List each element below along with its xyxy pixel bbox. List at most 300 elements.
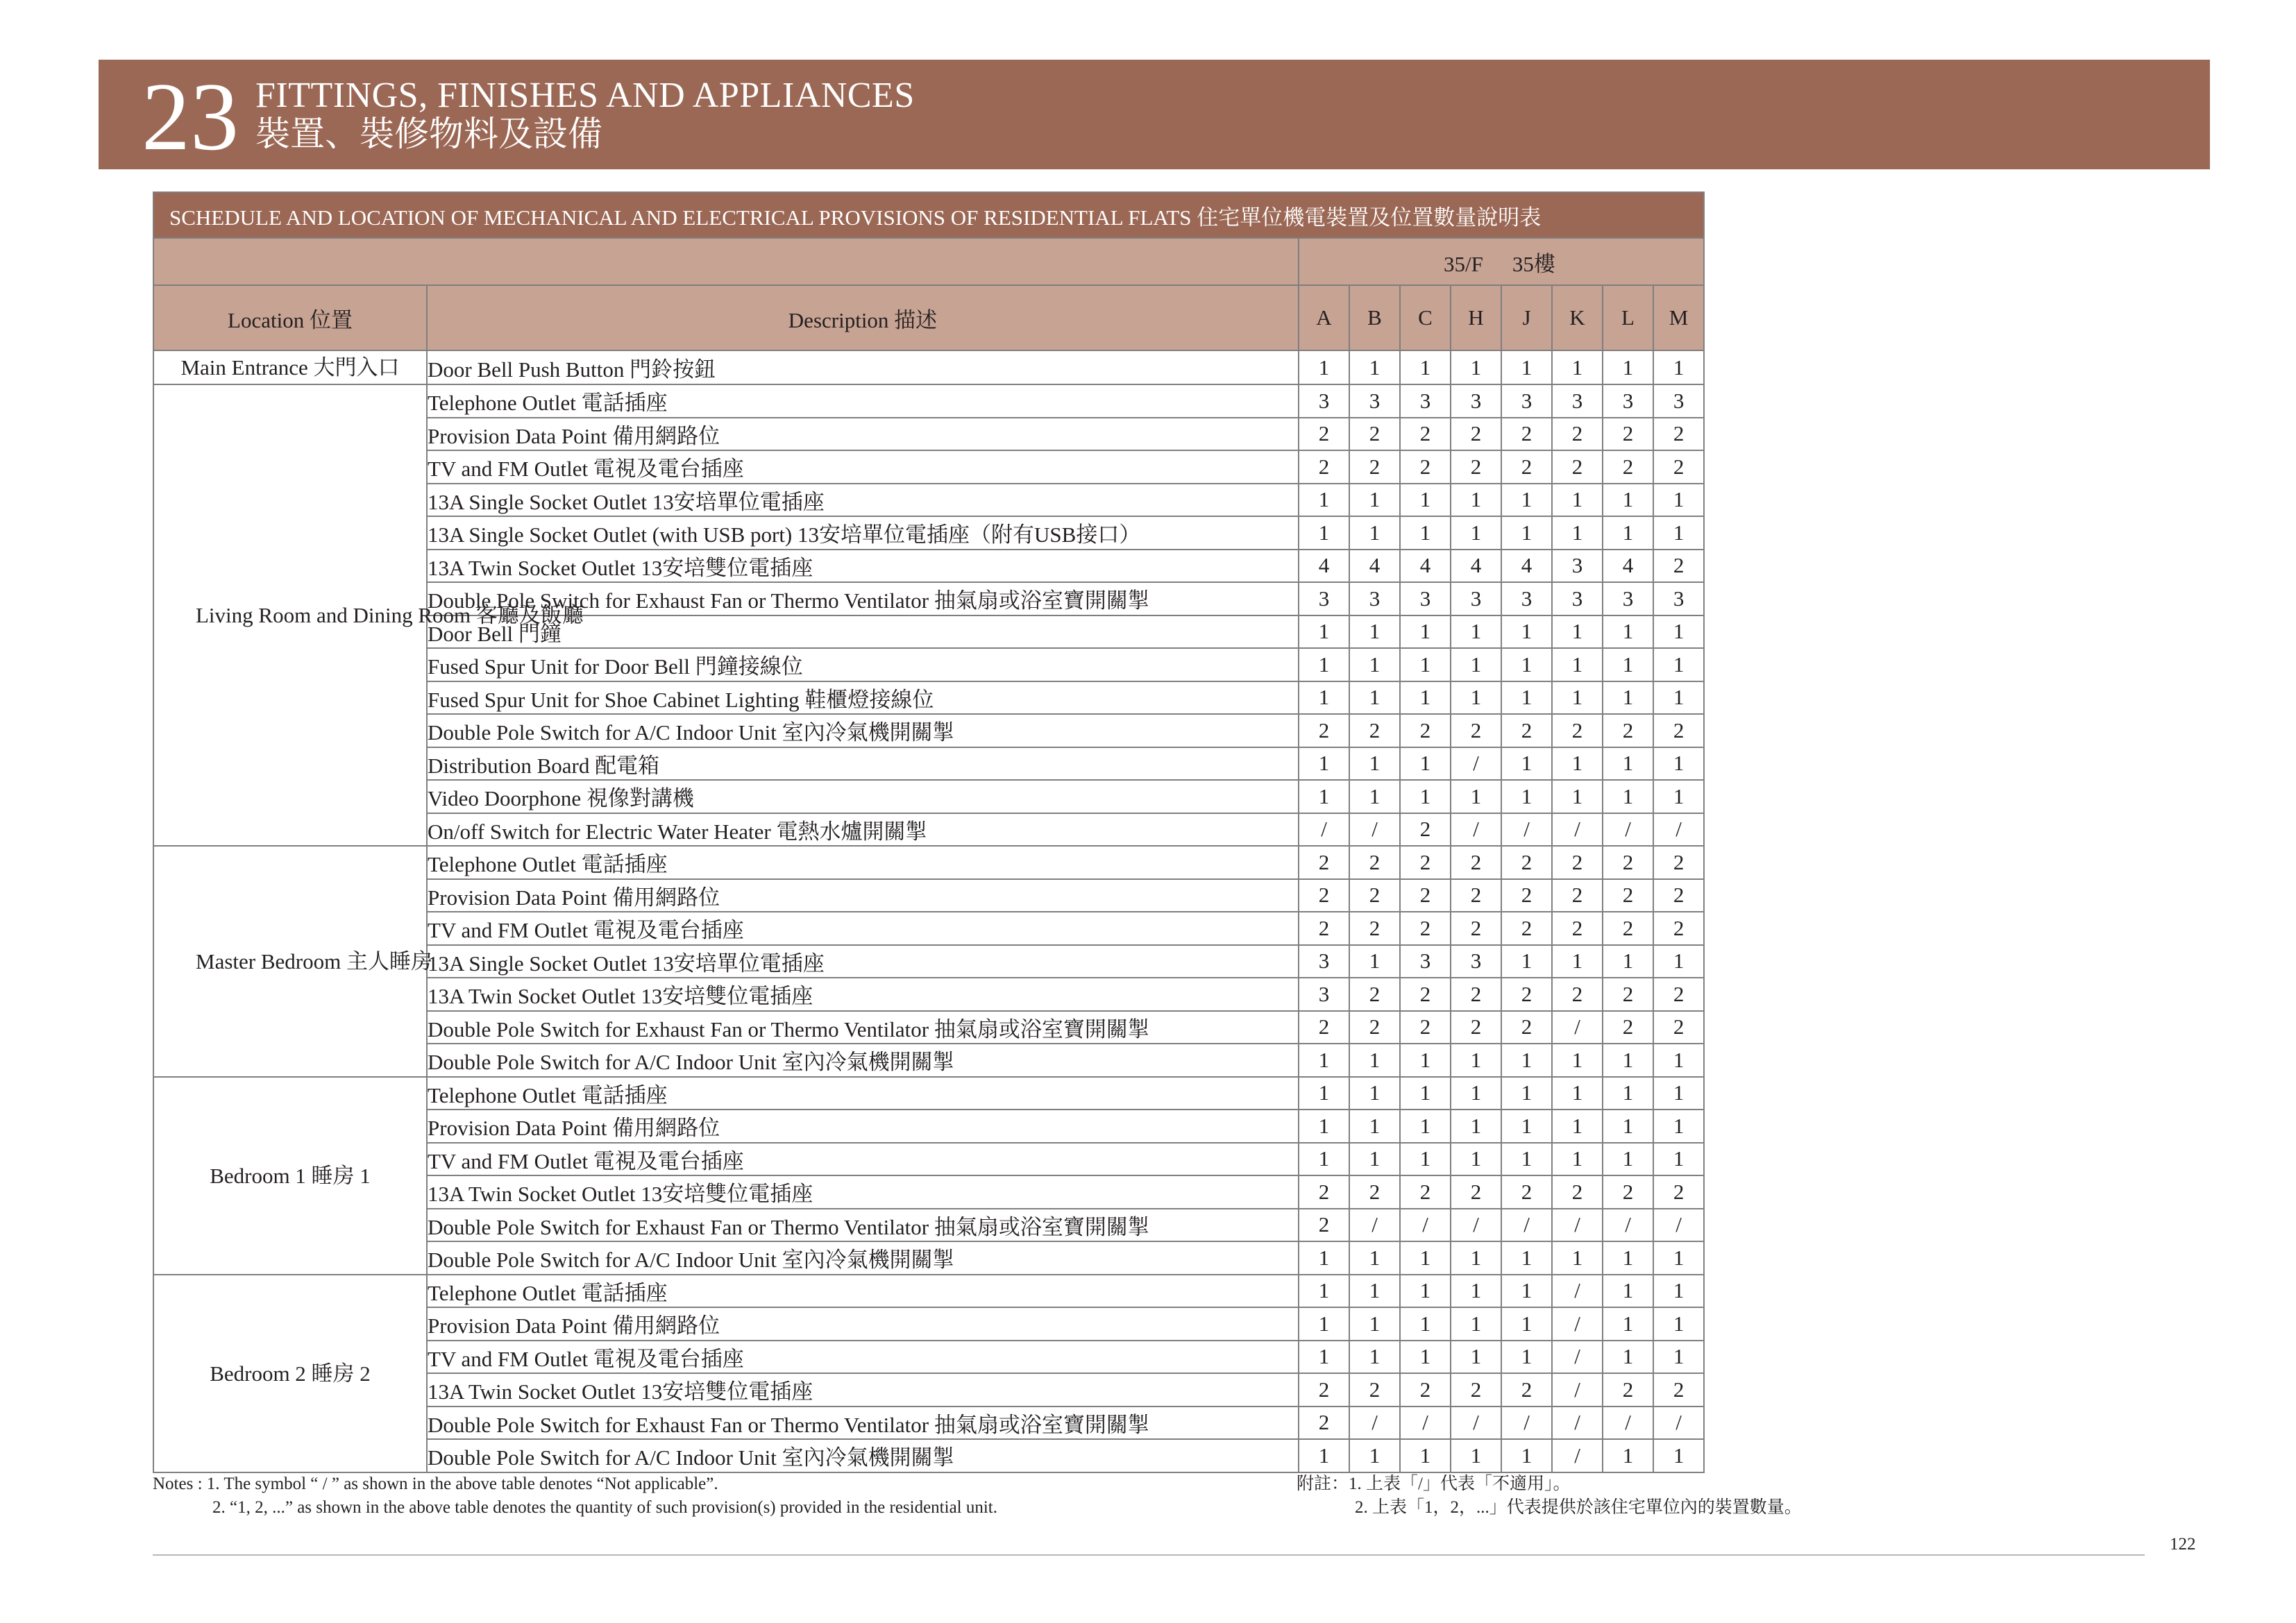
quantity-cell-h: 2 (1451, 1373, 1501, 1407)
description-cell: Double Pole Switch for Exhaust Fan or Thermo Ventilator 抽氣扇或浴室寶開關掣 (427, 582, 1299, 615)
quantity-cell-l: 1 (1603, 780, 1653, 813)
quantity-cell-h: 2 (1451, 912, 1501, 945)
unit-header-a: A (1299, 285, 1349, 350)
description-cell: Telephone Outlet 電話插座 (427, 846, 1299, 879)
quantity-cell-m: 2 (1653, 1011, 1704, 1044)
quantity-cell-l: 2 (1603, 1011, 1653, 1044)
section-title-en: FITTINGS, FINISHES AND APPLIANCES (255, 76, 915, 115)
description-cell: Double Pole Switch for A/C Indoor Unit 室內冷氣機開關掣 (427, 1439, 1299, 1472)
quantity-cell-b: 1 (1349, 350, 1400, 384)
quantity-cell-j: 1 (1501, 1241, 1552, 1275)
quantity-cell-j: 1 (1501, 1275, 1552, 1308)
quantity-cell-h: 3 (1451, 945, 1501, 978)
quantity-cell-m: 1 (1653, 516, 1704, 550)
table-row (153, 1077, 1704, 1110)
unit-header-m: M (1653, 285, 1704, 350)
location-cell: Living Room and Dining Room 客廳及飯廳 (153, 384, 427, 846)
quantity-cell-l: 2 (1603, 846, 1653, 879)
quantity-cell-h: 1 (1451, 1110, 1501, 1143)
quantity-cell-c: 2 (1400, 418, 1451, 451)
quantity-cell-h: / (1451, 747, 1501, 781)
quantity-cell-l: 2 (1603, 714, 1653, 747)
quantity-cell-l: 2 (1603, 978, 1653, 1011)
note-en-2: 2. “1, 2, ...” as shown in the above table denotes the quantity of such provision(s) provided in the residential unit. (212, 1498, 998, 1517)
quantity-cell-l: 2 (1603, 879, 1653, 912)
quantity-cell-j: / (1501, 1407, 1552, 1440)
quantity-cell-j: 2 (1501, 879, 1552, 912)
table-row (153, 350, 1704, 384)
quantity-cell-j: 1 (1501, 516, 1552, 550)
notes-chinese (1297, 1472, 1802, 1520)
note-zh-2: 2. 上表「1，2，...」代表提供於該住宅單位內的裝置數量。 (1355, 1498, 1802, 1517)
quantity-cell-k: / (1552, 813, 1603, 847)
note-zh-1: 附註：1. 上表「/」代表「不適用」。 (1297, 1475, 1571, 1493)
quantity-cell-j: 1 (1501, 1077, 1552, 1110)
quantity-cell-a: 3 (1299, 945, 1349, 978)
quantity-cell-l: 1 (1603, 1439, 1653, 1472)
quantity-cell-c: 2 (1400, 879, 1451, 912)
unit-header-k: K (1552, 285, 1603, 350)
quantity-cell-c: 1 (1400, 1044, 1451, 1077)
quantity-cell-a: 2 (1299, 1011, 1349, 1044)
quantity-cell-b: 2 (1349, 450, 1400, 484)
quantity-cell-k: / (1552, 1011, 1603, 1044)
quantity-cell-c: 1 (1400, 648, 1451, 681)
quantity-cell-m: 2 (1653, 450, 1704, 484)
description-cell: 13A Single Socket Outlet (with USB port) 13安培單位電插座（附有USB接口） (427, 516, 1299, 550)
quantity-cell-h: 1 (1451, 516, 1501, 550)
description-cell: Provision Data Point 備用網路位 (427, 879, 1299, 912)
description-cell: Provision Data Point 備用網路位 (427, 418, 1299, 451)
quantity-cell-b: 3 (1349, 384, 1400, 418)
quantity-cell-c: 1 (1400, 615, 1451, 649)
quantity-cell-k: / (1552, 1373, 1603, 1407)
quantity-cell-c: 2 (1400, 714, 1451, 747)
quantity-cell-m: 1 (1653, 780, 1704, 813)
quantity-cell-c: 1 (1400, 484, 1451, 517)
quantity-cell-c: 2 (1400, 846, 1451, 879)
quantity-cell-l: 1 (1603, 1341, 1653, 1374)
description-cell: 13A Single Socket Outlet 13安培單位電插座 (427, 945, 1299, 978)
quantity-cell-j: 1 (1501, 1143, 1552, 1176)
quantity-cell-b: 2 (1349, 714, 1400, 747)
quantity-cell-l: 1 (1603, 648, 1653, 681)
quantity-cell-j: 2 (1501, 912, 1552, 945)
quantity-cell-j: 2 (1501, 450, 1552, 484)
location-header: Location 位置 (153, 285, 427, 350)
quantity-cell-m: / (1653, 1209, 1704, 1242)
quantity-cell-b: 1 (1349, 1143, 1400, 1176)
quantity-cell-k: 1 (1552, 1143, 1603, 1176)
quantity-cell-l: 2 (1603, 1373, 1653, 1407)
quantity-cell-a: 2 (1299, 879, 1349, 912)
quantity-cell-h: 2 (1451, 714, 1501, 747)
quantity-cell-a: 1 (1299, 681, 1349, 715)
quantity-cell-c: 3 (1400, 945, 1451, 978)
quantity-cell-j: 1 (1501, 648, 1552, 681)
quantity-cell-c: 2 (1400, 1373, 1451, 1407)
section-banner (99, 60, 2210, 169)
quantity-cell-a: 1 (1299, 1044, 1349, 1077)
quantity-cell-b: 1 (1349, 681, 1400, 715)
quantity-cell-m: 1 (1653, 1044, 1704, 1077)
unit-header-j: J (1501, 285, 1552, 350)
quantity-cell-k: 1 (1552, 1077, 1603, 1110)
quantity-cell-k: 1 (1552, 615, 1603, 649)
description-cell: Double Pole Switch for A/C Indoor Unit 室內冷氣機開關掣 (427, 1241, 1299, 1275)
note-en-1: Notes : 1. The symbol “ / ” as shown in the above table denotes “Not applicable”. (153, 1475, 718, 1493)
quantity-cell-l: 1 (1603, 945, 1653, 978)
quantity-cell-m: 1 (1653, 1439, 1704, 1472)
quantity-cell-l: 1 (1603, 615, 1653, 649)
quantity-cell-h: / (1451, 813, 1501, 847)
quantity-cell-l: 1 (1603, 516, 1653, 550)
quantity-cell-k: / (1552, 1275, 1603, 1308)
description-cell: 13A Twin Socket Outlet 13安培雙位電插座 (427, 1175, 1299, 1209)
quantity-cell-m: 1 (1653, 1341, 1704, 1374)
quantity-cell-h: 1 (1451, 648, 1501, 681)
quantity-cell-b: 1 (1349, 484, 1400, 517)
quantity-cell-j: 2 (1501, 846, 1552, 879)
quantity-cell-j: 2 (1501, 714, 1552, 747)
description-cell: 13A Single Socket Outlet 13安培單位電插座 (427, 484, 1299, 517)
quantity-cell-m: / (1653, 1407, 1704, 1440)
quantity-cell-b: 1 (1349, 1275, 1400, 1308)
quantity-cell-a: 3 (1299, 582, 1349, 615)
quantity-cell-a: 2 (1299, 418, 1349, 451)
quantity-cell-a: 1 (1299, 1143, 1349, 1176)
quantity-cell-c: / (1400, 1407, 1451, 1440)
quantity-cell-b: / (1349, 1209, 1400, 1242)
quantity-cell-a: 1 (1299, 1241, 1349, 1275)
quantity-cell-k: 2 (1552, 714, 1603, 747)
quantity-cell-b: 1 (1349, 1044, 1400, 1077)
quantity-cell-b: 2 (1349, 879, 1400, 912)
quantity-cell-m: 1 (1653, 1143, 1704, 1176)
quantity-cell-b: 2 (1349, 1011, 1400, 1044)
quantity-cell-c: 1 (1400, 1143, 1451, 1176)
quantity-cell-l: 2 (1603, 418, 1653, 451)
quantity-cell-k: 3 (1552, 384, 1603, 418)
description-cell: Door Bell 門鐘 (427, 615, 1299, 649)
quantity-cell-k: 3 (1552, 582, 1603, 615)
floor-row-blank (153, 238, 1299, 285)
footer-rule (153, 1554, 2145, 1556)
quantity-cell-j: 1 (1501, 1341, 1552, 1374)
quantity-cell-m: 2 (1653, 846, 1704, 879)
quantity-cell-c: 2 (1400, 912, 1451, 945)
quantity-cell-j: 2 (1501, 1175, 1552, 1209)
description-cell: Double Pole Switch for A/C Indoor Unit 室內冷氣機開關掣 (427, 714, 1299, 747)
quantity-cell-b: / (1349, 1407, 1400, 1440)
quantity-cell-j: 3 (1501, 582, 1552, 615)
quantity-cell-c: 1 (1400, 350, 1451, 384)
quantity-cell-k: 2 (1552, 846, 1603, 879)
quantity-cell-a: 2 (1299, 1209, 1349, 1242)
quantity-cell-c: / (1400, 1209, 1451, 1242)
quantity-cell-l: 3 (1603, 384, 1653, 418)
quantity-cell-l: 1 (1603, 350, 1653, 384)
quantity-cell-k: / (1552, 1341, 1603, 1374)
page-number: 122 (2170, 1535, 2196, 1554)
quantity-cell-c: 1 (1400, 516, 1451, 550)
description-cell: 13A Twin Socket Outlet 13安培雙位電插座 (427, 550, 1299, 583)
quantity-cell-b: 1 (1349, 1307, 1400, 1341)
description-cell: Video Doorphone 視像對講機 (427, 780, 1299, 813)
quantity-cell-l: 1 (1603, 1143, 1653, 1176)
quantity-cell-m: 1 (1653, 484, 1704, 517)
quantity-cell-l: 1 (1603, 1044, 1653, 1077)
quantity-cell-k: / (1552, 1439, 1603, 1472)
quantity-cell-m: 1 (1653, 1077, 1704, 1110)
quantity-cell-l: 1 (1603, 1275, 1653, 1308)
quantity-cell-a: 2 (1299, 1175, 1349, 1209)
quantity-cell-h: 1 (1451, 1143, 1501, 1176)
quantity-cell-b: 1 (1349, 1439, 1400, 1472)
quantity-cell-m: 1 (1653, 1275, 1704, 1308)
quantity-cell-k: / (1552, 1407, 1603, 1440)
quantity-cell-a: 1 (1299, 747, 1349, 781)
quantity-cell-k: 1 (1552, 945, 1603, 978)
quantity-cell-a: 1 (1299, 1307, 1349, 1341)
quantity-cell-h: 2 (1451, 450, 1501, 484)
quantity-cell-j: / (1501, 1209, 1552, 1242)
quantity-cell-c: 1 (1400, 747, 1451, 781)
quantity-cell-h: 2 (1451, 1175, 1501, 1209)
quantity-cell-b: 1 (1349, 615, 1400, 649)
quantity-cell-j: 3 (1501, 384, 1552, 418)
quantity-cell-c: 1 (1400, 1077, 1451, 1110)
quantity-cell-b: 1 (1349, 1077, 1400, 1110)
quantity-cell-b: 1 (1349, 516, 1400, 550)
floor-label-en: 35/F (1444, 251, 1483, 276)
section-number: 23 (142, 63, 239, 171)
description-cell: Telephone Outlet 電話插座 (427, 384, 1299, 418)
quantity-cell-a: 1 (1299, 1439, 1349, 1472)
quantity-cell-j: 1 (1501, 615, 1552, 649)
quantity-cell-k: 1 (1552, 1044, 1603, 1077)
quantity-cell-m: 1 (1653, 648, 1704, 681)
description-cell: On/off Switch for Electric Water Heater 電熱水爐開關掣 (427, 813, 1299, 847)
quantity-cell-a: 2 (1299, 846, 1349, 879)
location-cell: Bedroom 1 睡房 1 (153, 1077, 427, 1275)
quantity-cell-a: 2 (1299, 1407, 1349, 1440)
quantity-cell-k: 1 (1552, 780, 1603, 813)
quantity-cell-k: 2 (1552, 978, 1603, 1011)
quantity-cell-m: 1 (1653, 1241, 1704, 1275)
quantity-cell-j: 2 (1501, 978, 1552, 1011)
quantity-cell-a: 2 (1299, 714, 1349, 747)
quantity-cell-h: 1 (1451, 350, 1501, 384)
quantity-cell-m: 2 (1653, 714, 1704, 747)
quantity-cell-l: / (1603, 1407, 1653, 1440)
quantity-cell-k: 2 (1552, 418, 1603, 451)
description-cell: Double Pole Switch for A/C Indoor Unit 室內冷氣機開關掣 (427, 1044, 1299, 1077)
description-cell: Telephone Outlet 電話插座 (427, 1275, 1299, 1308)
quantity-cell-k: / (1552, 1209, 1603, 1242)
quantity-cell-k: 2 (1552, 1175, 1603, 1209)
quantity-cell-c: 3 (1400, 384, 1451, 418)
quantity-cell-h: 2 (1451, 879, 1501, 912)
quantity-cell-k: 1 (1552, 350, 1603, 384)
quantity-cell-j: 1 (1501, 945, 1552, 978)
quantity-cell-c: 4 (1400, 550, 1451, 583)
quantity-cell-c: 2 (1400, 813, 1451, 847)
table-row (153, 384, 1704, 418)
quantity-cell-l: 1 (1603, 1307, 1653, 1341)
quantity-cell-k: 1 (1552, 681, 1603, 715)
quantity-cell-c: 3 (1400, 582, 1451, 615)
quantity-cell-a: 1 (1299, 1110, 1349, 1143)
description-cell: Double Pole Switch for Exhaust Fan or Thermo Ventilator 抽氣扇或浴室寶開關掣 (427, 1011, 1299, 1044)
quantity-cell-j: 4 (1501, 550, 1552, 583)
quantity-cell-h: 1 (1451, 1439, 1501, 1472)
quantity-cell-a: 1 (1299, 615, 1349, 649)
quantity-cell-l: 1 (1603, 1110, 1653, 1143)
quantity-cell-l: 1 (1603, 1077, 1653, 1110)
quantity-cell-c: 1 (1400, 1341, 1451, 1374)
quantity-cell-h: 2 (1451, 978, 1501, 1011)
quantity-cell-m: 2 (1653, 1373, 1704, 1407)
quantity-cell-j: 1 (1501, 681, 1552, 715)
quantity-cell-k: 1 (1552, 1110, 1603, 1143)
description-cell: 13A Twin Socket Outlet 13安培雙位電插座 (427, 1373, 1299, 1407)
description-cell: TV and FM Outlet 電視及電台插座 (427, 450, 1299, 484)
quantity-cell-c: 1 (1400, 1110, 1451, 1143)
quantity-cell-b: 1 (1349, 747, 1400, 781)
description-cell: TV and FM Outlet 電視及電台插座 (427, 1341, 1299, 1374)
description-cell: Fused Spur Unit for Shoe Cabinet Lighting 鞋櫃燈接線位 (427, 681, 1299, 715)
quantity-cell-a: 1 (1299, 1341, 1349, 1374)
quantity-cell-m: 1 (1653, 1307, 1704, 1341)
quantity-cell-c: 1 (1400, 1439, 1451, 1472)
table-row (153, 846, 1704, 879)
quantity-cell-h: 1 (1451, 1241, 1501, 1275)
quantity-cell-h: 1 (1451, 1077, 1501, 1110)
quantity-cell-h: 1 (1451, 780, 1501, 813)
quantity-cell-a: 3 (1299, 978, 1349, 1011)
quantity-cell-h: 1 (1451, 1275, 1501, 1308)
quantity-cell-m: 1 (1653, 1110, 1704, 1143)
quantity-cell-h: 4 (1451, 550, 1501, 583)
quantity-cell-b: 1 (1349, 648, 1400, 681)
quantity-cell-m: 1 (1653, 747, 1704, 781)
unit-header-b: B (1349, 285, 1400, 350)
unit-header-h: H (1451, 285, 1501, 350)
quantity-cell-a: 1 (1299, 350, 1349, 384)
quantity-cell-l: 2 (1603, 450, 1653, 484)
quantity-cell-a: 2 (1299, 450, 1349, 484)
location-cell: Master Bedroom 主人睡房 (153, 846, 427, 1077)
quantity-cell-h: 3 (1451, 384, 1501, 418)
quantity-cell-b: 2 (1349, 912, 1400, 945)
quantity-cell-c: 2 (1400, 450, 1451, 484)
quantity-cell-l: 1 (1603, 484, 1653, 517)
quantity-cell-a: 1 (1299, 648, 1349, 681)
quantity-cell-h: 1 (1451, 1307, 1501, 1341)
quantity-cell-m: 2 (1653, 879, 1704, 912)
description-cell: 13A Twin Socket Outlet 13安培雙位電插座 (427, 978, 1299, 1011)
floor-label-zh: 35樓 (1512, 251, 1555, 276)
quantity-cell-j: 1 (1501, 1110, 1552, 1143)
quantity-cell-c: 1 (1400, 1307, 1451, 1341)
quantity-cell-c: 2 (1400, 1175, 1451, 1209)
quantity-cell-a: / (1299, 813, 1349, 847)
section-title-zh: 裝置、裝修物料及設備 (255, 114, 602, 153)
provisions-table (153, 192, 1705, 1473)
quantity-cell-h: 2 (1451, 418, 1501, 451)
quantity-cell-c: 1 (1400, 780, 1451, 813)
quantity-cell-a: 2 (1299, 1373, 1349, 1407)
quantity-cell-h: 1 (1451, 1044, 1501, 1077)
quantity-cell-m: 2 (1653, 912, 1704, 945)
floor-header (1299, 238, 1704, 285)
quantity-cell-a: 4 (1299, 550, 1349, 583)
quantity-cell-c: 1 (1400, 681, 1451, 715)
quantity-cell-j: 1 (1501, 1044, 1552, 1077)
quantity-cell-c: 1 (1400, 1275, 1451, 1308)
quantity-cell-k: 3 (1552, 550, 1603, 583)
quantity-cell-c: 1 (1400, 1241, 1451, 1275)
quantity-cell-k: 1 (1552, 747, 1603, 781)
quantity-cell-b: 3 (1349, 582, 1400, 615)
quantity-cell-j: 1 (1501, 747, 1552, 781)
quantity-cell-a: 1 (1299, 484, 1349, 517)
quantity-cell-b: 1 (1349, 1110, 1400, 1143)
quantity-cell-a: 1 (1299, 780, 1349, 813)
quantity-cell-b: 4 (1349, 550, 1400, 583)
quantity-cell-a: 1 (1299, 1275, 1349, 1308)
quantity-cell-b: 2 (1349, 418, 1400, 451)
quantity-cell-b: 2 (1349, 1373, 1400, 1407)
quantity-cell-k: 1 (1552, 1241, 1603, 1275)
quantity-cell-m: 2 (1653, 550, 1704, 583)
quantity-cell-k: 2 (1552, 879, 1603, 912)
quantity-cell-m: 1 (1653, 681, 1704, 715)
table-title: SCHEDULE AND LOCATION OF MECHANICAL AND ELECTRICAL PROVISIONS OF RESIDENTIAL FLATS 住宅單位機電裝置及位置數量說明表 (153, 192, 1704, 238)
quantity-cell-l: 4 (1603, 550, 1653, 583)
quantity-cell-m: 2 (1653, 1175, 1704, 1209)
quantity-cell-h: 1 (1451, 484, 1501, 517)
quantity-cell-b: 1 (1349, 945, 1400, 978)
quantity-cell-j: 1 (1501, 350, 1552, 384)
quantity-cell-m: / (1653, 813, 1704, 847)
quantity-cell-h: 1 (1451, 615, 1501, 649)
quantity-cell-c: 2 (1400, 1011, 1451, 1044)
description-cell: Double Pole Switch for Exhaust Fan or Thermo Ventilator 抽氣扇或浴室寶開關掣 (427, 1407, 1299, 1440)
description-cell: TV and FM Outlet 電視及電台插座 (427, 912, 1299, 945)
table-row (153, 1275, 1704, 1308)
quantity-cell-k: 1 (1552, 484, 1603, 517)
quantity-cell-h: / (1451, 1407, 1501, 1440)
quantity-cell-a: 1 (1299, 516, 1349, 550)
location-cell: Main Entrance 大門入口 (153, 350, 427, 384)
quantity-cell-l: 3 (1603, 582, 1653, 615)
quantity-cell-h: 1 (1451, 1341, 1501, 1374)
quantity-cell-k: 1 (1552, 648, 1603, 681)
description-cell: TV and FM Outlet 電視及電台插座 (427, 1143, 1299, 1176)
quantity-cell-m: 2 (1653, 418, 1704, 451)
quantity-cell-j: 2 (1501, 418, 1552, 451)
quantity-cell-m: 3 (1653, 582, 1704, 615)
quantity-cell-l: 2 (1603, 912, 1653, 945)
quantity-cell-l: 2 (1603, 1175, 1653, 1209)
quantity-cell-k: 2 (1552, 450, 1603, 484)
description-cell: Telephone Outlet 電話插座 (427, 1077, 1299, 1110)
description-cell: Double Pole Switch for Exhaust Fan or Thermo Ventilator 抽氣扇或浴室寶開關掣 (427, 1209, 1299, 1242)
quantity-cell-b: 2 (1349, 1175, 1400, 1209)
quantity-cell-h: 2 (1451, 1011, 1501, 1044)
